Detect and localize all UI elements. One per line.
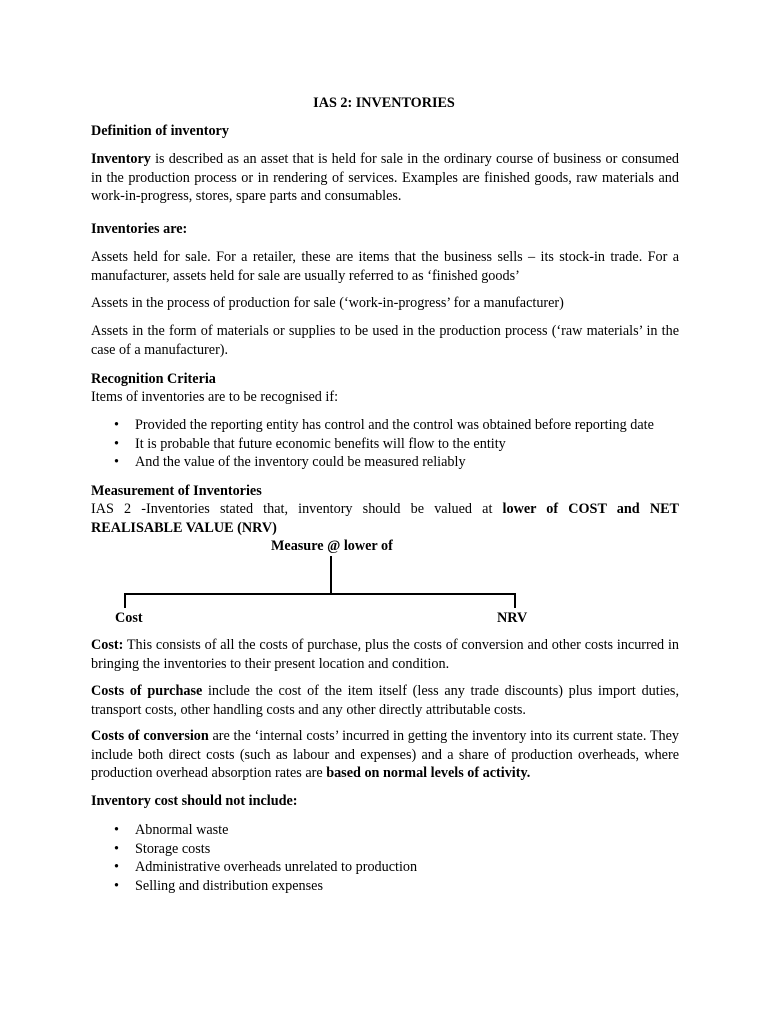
page-title: IAS 2: INVENTORIES — [313, 95, 455, 111]
definition-text: is described as an asset that is held for sale in the ordinary course of business or consumed in the production process or in rendering of services. Examples are finished goods, raw materials and work-in-progress, stores, spare parts and consumables. — [91, 151, 679, 204]
costs-of-purchase-text: include the cost of the item itself (less any trade discounts) plus import duties, transport costs, other handling costs and any other directly attributable costs. — [91, 683, 679, 718]
inventories-para-1: Assets held for sale. For a retailer, these are items that the business sells – its stock-in trade. For a manufacturer, assets held for sale are usually referred to as ‘finished goods’ — [91, 249, 679, 284]
costs-of-conversion-bold: based on normal levels of activity. — [326, 765, 531, 781]
recognition-heading: Recognition Criteria — [91, 371, 216, 387]
list-item: • Storage costs — [91, 840, 701, 859]
list-item: • It is probable that future economic benefits will flow to the entity — [91, 435, 701, 454]
measurement-heading: Measurement of Inventories — [91, 483, 262, 499]
inventories-are-heading: Inventories are: — [91, 221, 188, 237]
cost-paragraph — [91, 636, 679, 673]
cost-text: This consists of all the costs of purchase, plus the costs of conversion and other costs incurred in bringing the inventories to their present location and condition. — [91, 637, 679, 672]
costs-of-purchase-term: Costs of purchase — [91, 683, 203, 699]
list-item: • Abnormal waste — [91, 821, 701, 840]
list-item: • Provided the reporting entity has control and the control was obtained before reporting date — [91, 416, 701, 435]
costs-of-purchase-paragraph — [91, 682, 679, 719]
measurement-text: IAS 2 -Inventories stated that, inventory should be valued at — [91, 501, 503, 517]
costs-of-conversion-paragraph — [91, 727, 679, 783]
list-item: • And the value of the inventory could be measured reliably — [91, 453, 701, 472]
diagram-root-label: Measure @ lower of — [271, 538, 393, 554]
exclusions-list — [91, 821, 701, 895]
recognition-intro: Items of inventories are to be recognised if: — [91, 389, 339, 405]
list-item: • Administrative overheads unrelated to production — [91, 858, 701, 877]
definition-heading: Definition of inventory — [91, 123, 229, 139]
list-item: • Selling and distribution expenses — [91, 877, 701, 896]
measurement-bold: lower of COST and NET REALISABLE VALUE (NRV) — [91, 501, 679, 536]
exclusions-heading: Inventory cost should not include: — [91, 793, 298, 809]
cost-term: Cost: — [91, 637, 124, 653]
inventories-para-3: Assets in the form of materials or supplies to be used in the production process (‘raw materials’ in the case of a manufacturer). — [91, 323, 679, 358]
diagram-cost-label: Cost — [115, 610, 143, 626]
costs-of-conversion-text: are the ‘internal costs’ incurred in getting the inventory into its current state. They include both direct costs (such as labour and expenses) and a share of production overheads, where production overhead absorption rates are — [91, 728, 679, 781]
inventories-para-2: Assets in the process of production for sale (‘work-in-progress’ for a manufacturer) — [91, 295, 564, 311]
diagram-nrv-label: NRV — [497, 610, 528, 626]
costs-of-conversion-term: Costs of conversion — [91, 728, 209, 744]
definition-term: Inventory — [91, 151, 151, 167]
